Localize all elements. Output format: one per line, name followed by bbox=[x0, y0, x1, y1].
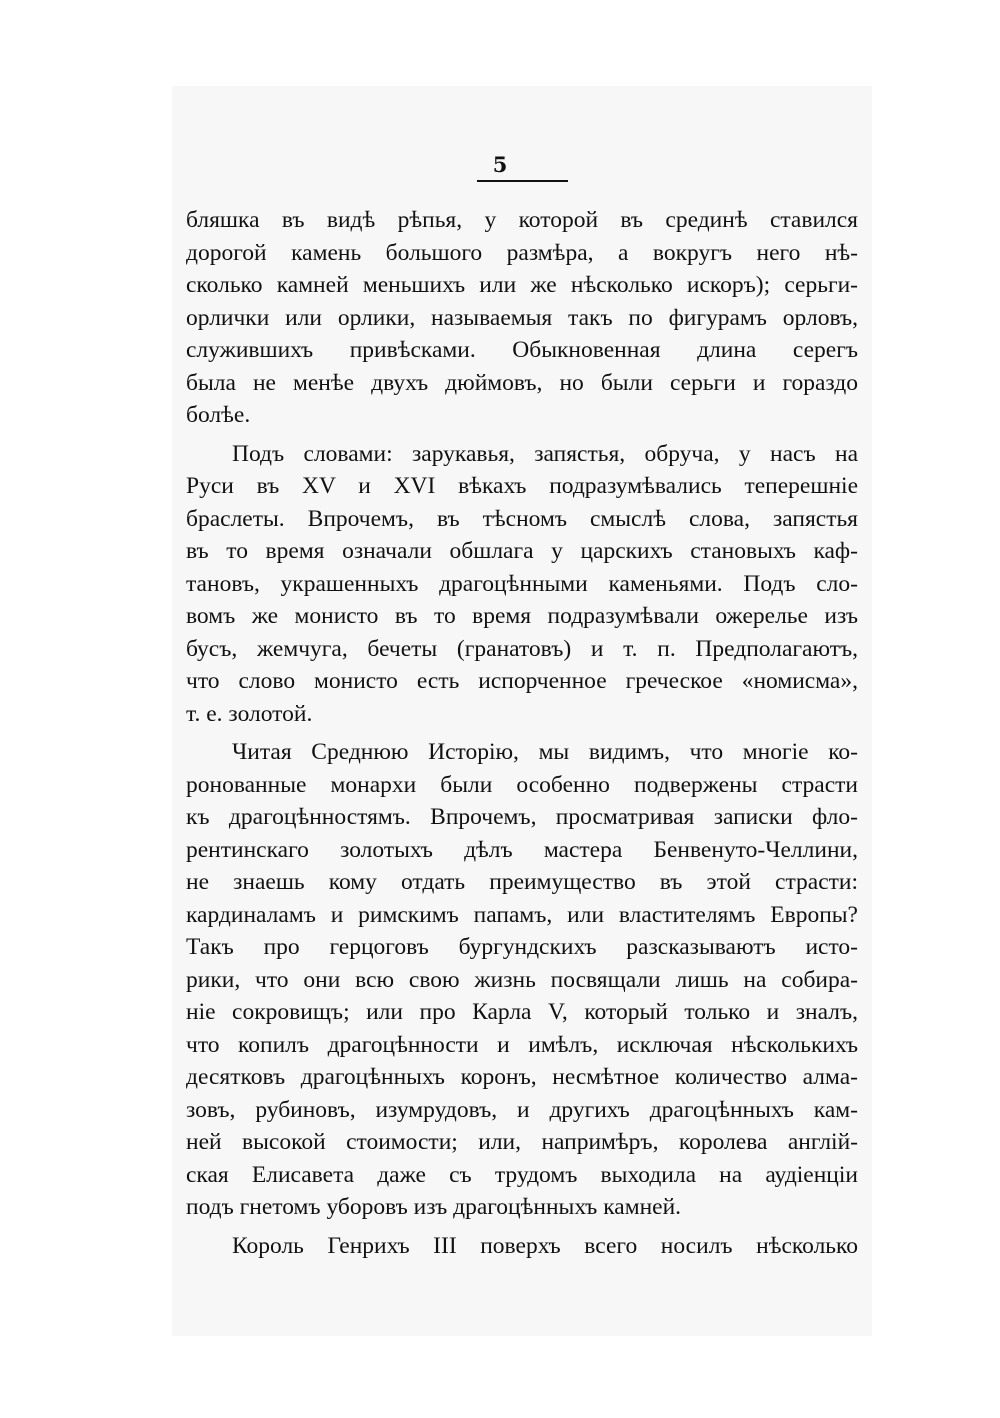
paragraph-3 bbox=[186, 736, 858, 1224]
text-line: болѣе. bbox=[186, 402, 251, 428]
page-number-rule bbox=[477, 180, 568, 182]
text-line: Король Генрихъ III поверхъ всего носилъ нѣсколько bbox=[232, 1232, 858, 1259]
paragraph-4 bbox=[186, 1230, 858, 1263]
text-line: Такъ про герцоговъ бургундскихъ разсказываютъ исто- bbox=[186, 934, 858, 960]
text-line: зовъ, рубиновъ, изумрудовъ, и другихъ драгоцѣнныхъ кам- bbox=[186, 1096, 858, 1123]
text-line: подъ гнетомъ уборовъ изъ драгоцѣнныхъ камней. bbox=[186, 1194, 682, 1220]
page-number: 5 bbox=[492, 152, 508, 177]
text-line: орлички или орлики, называемыя такъ по фигурамъ орловъ, bbox=[186, 304, 858, 331]
text-line: что копилъ драгоцѣнности и имѣлъ, исключая нѣсколькихъ bbox=[186, 1031, 858, 1058]
text-line: бляшка въ видѣ рѣпья, у которой въ срединѣ ставился bbox=[186, 207, 858, 233]
text-line: Подъ словами: зарукавья, запястья, обруча, у насъ на bbox=[232, 440, 858, 467]
text-line: къ драгоцѣнностямъ. Впрочемъ, просматривая записки фло- bbox=[186, 804, 858, 830]
paragraph-1 bbox=[186, 204, 858, 432]
text-line: т. е. золотой. bbox=[186, 700, 313, 727]
paragraph-2 bbox=[186, 438, 858, 731]
text-line: была не менѣе двухъ дюймовъ, но были серьги и гораздо bbox=[186, 369, 858, 396]
text-line: дорогой камень большого размѣра, а вокругъ него нѣ- bbox=[186, 239, 858, 266]
text-line: десятковъ драгоцѣнныхъ коронъ, несмѣтное количество алма- bbox=[186, 1064, 858, 1090]
text-line: ская Елисавета даже съ трудомъ выходила на аудіенціи bbox=[186, 1161, 858, 1188]
text-line: бусъ, жемчуга, бечеты (гранатовъ) и т. п. Предполагаютъ, bbox=[186, 635, 858, 662]
text-line: въ то время означали обшлага у царскихъ становыхъ каф- bbox=[186, 538, 858, 564]
text-line: ронованные монархи были особенно подвержены страсти bbox=[186, 771, 858, 798]
text-line: Читая Среднюю Исторію, мы видимъ, что многіе ко- bbox=[232, 739, 858, 765]
text-line: ней высокой стоимости; или, напримѣръ, королева англій- bbox=[186, 1129, 858, 1155]
body-text bbox=[186, 204, 858, 1262]
text-line: рики, что они всю свою жизнь посвящали лишь на собира- bbox=[186, 966, 858, 993]
text-line: рентинскаго золотыхъ дѣлъ мастера Бенвенуто-Челлини, bbox=[186, 836, 858, 863]
text-line: браслеты. Впрочемъ, въ тѣсномъ смыслѣ слова, запястья bbox=[186, 505, 858, 532]
text-line: Руси въ XV и XVI вѣкахъ подразумѣвались теперешніе bbox=[186, 473, 858, 499]
text-line: служившихъ привѣсками. Обыкновенная длина серегъ bbox=[186, 337, 858, 363]
text-line: тановъ, украшенныхъ драгоцѣнными каменьями. Подъ сло- bbox=[186, 570, 858, 597]
text-line: ніе сокровищъ; или про Карла V, который только и зналъ, bbox=[186, 999, 858, 1025]
text-line: что слово монисто есть испорченное греческое «номисма», bbox=[186, 668, 858, 694]
text-line: не знаешь кому отдать преимущество въ этой страсти: bbox=[186, 869, 858, 895]
text-line: кардиналамъ и римскимъ папамъ, или властителямъ Европы? bbox=[186, 901, 858, 928]
text-line: вомъ же монисто въ то время подразумѣвали ожерелье изъ bbox=[186, 603, 858, 629]
text-line: сколько камней меньшихъ или же нѣсколько искоръ); серьги- bbox=[186, 272, 858, 298]
